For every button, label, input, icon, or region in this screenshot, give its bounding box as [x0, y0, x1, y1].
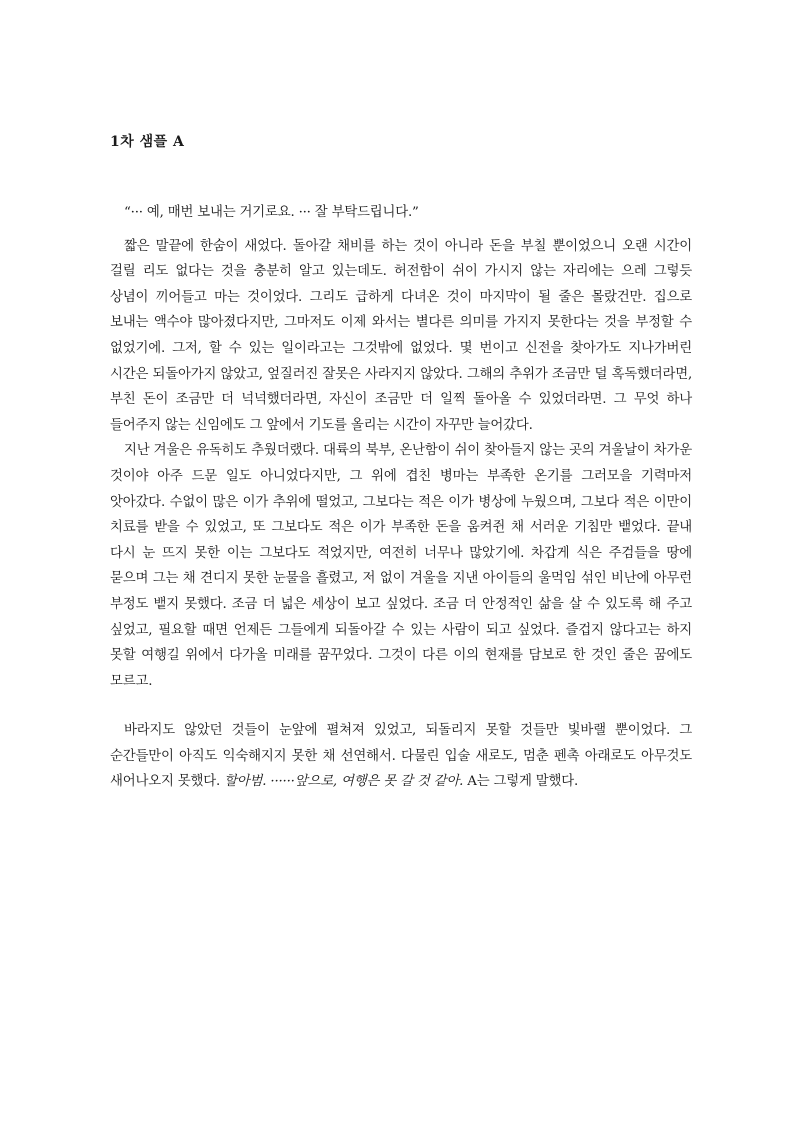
paragraph-dialogue: “··· 예, 매번 보내는 거기로요. ··· 잘 부탁드립니다.” [124, 205, 419, 220]
paragraph-3-tail: A는 그렇게 말했다. [463, 774, 579, 790]
paragraph-3 [110, 718, 692, 795]
paragraph-2: 지난 겨울은 유독히도 추웠더랬다. 대륙의 북부, 온난함이 쉬이 찾아들지 않는 곳의 겨울날이 차가운 것이야 아주 드문 일도 아니었다지만, 그 위에 겹친 병마는 부족한 온기를 그러모을 기력마저 앗아갔다. 수없이 많은 이가 추위에 떨었고, 그보다는 적은 이가 병상에 누웠으며, 그보다 적은 이만이 치료를 받을 수 있었고, 또 그보다도 적은 이가 부족한 돈을 움켜쥔 채 서러운 기침만 뱉었다. 끝내 다시 눈 뜨지 못한 이는 그보다도 적었지만, 여전히 너무나 많았기에. 차갑게 식은 주검들을 땅에 묻으며 그는 채 견디지 못한 눈물을 흘렸고, 저 없이 겨울을 지낸 아이들의 울먹임 섞인 비난에 아무런 부정도 뱉지 못했다. 조금 더 넓은 세상이 보고 싶었다. 조금 더 안정적인 삶을 살 수 있도록 해 주고 싶었고, 필요할 때면 언제든 그들에게 되돌아갈 수 있는 사람이 되고 싶었다. 즐겁지 않다고는 하지 못할 여행길 위에서 다가올 미래를 꿈꾸었다. 그것이 다른 이의 현재를 담보로 한 것인 줄은 꿈에도 모르고. [110, 443, 692, 689]
document-body [110, 200, 692, 795]
document-title: 1차 샘플 A [110, 134, 185, 150]
paragraph-1: 짧은 말끝에 한숨이 새었다. 돌아갈 채비를 하는 것이 아니라 돈을 부칠 뿐이었으니 오랜 시간이 걸릴 리도 없다는 것을 충분히 알고 있는데도. 허전함이 쉬이 가시지 않는 자리에는 으레 그렇듯 상념이 끼어들고 마는 것이었다. 그리도 급하게 다녀온 것이 마지막이 될 줄은 몰랐건만. 집으로 보내는 액수야 많아졌다지만, 그마저도 이제 와서는 별다른 의미를 가지지 못한다는 것을 부정할 수 없었기에. 그저, 할 수 있는 일이라고는 그것밖에 없었다. 몇 번이고 신전을 찾아가도 지나가버린 시간은 되돌아가지 않았고, 엎질러진 잘못은 사라지지 않았다. 그해의 추위가 조금만 덜 혹독했더라면, 부친 돈이 조금만 더 넉넉했더라면, 자신이 조금만 더 일찍 돌아올 수 있었더라면. 그 무엇 하나 들어주지 않는 신임에도 그 앞에서 기도를 올리는 시간이 자꾸만 늘어갔다. [110, 238, 692, 433]
paragraph-3-italic: 할아범. ······앞으로, 여행은 못 갈 것 같아. [224, 774, 464, 790]
paragraph-3-text: 바라지도 않았던 것들이 눈앞에 펼쳐져 있었고, 되돌리지 못할 것들만 빛바랠 뿐이었다. 그 순간들만이 아직도 익숙해지지 못한 채 선연해서. 다물린 입술 새로도, 멈춘 펜촉 아래로도 아무것도 새어나오지 못했다. [110, 723, 692, 790]
